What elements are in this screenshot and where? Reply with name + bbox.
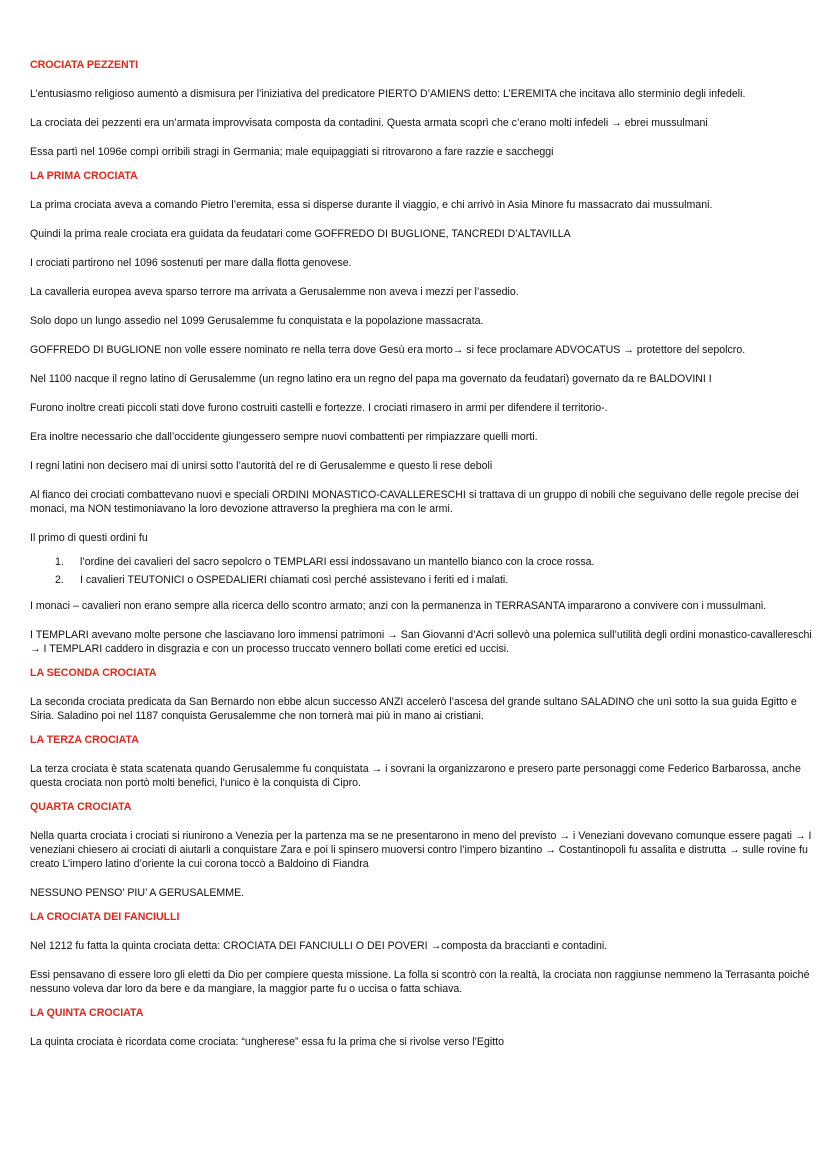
section-heading-crociata-pezzenti: CROCIATA PEZZENTI bbox=[30, 59, 139, 71]
paragraph: I regni latini non decisero mai di unirsi sotto l’autorità del re di Gerusalemme e questo li rese deboli bbox=[30, 460, 493, 472]
ordered-list bbox=[30, 555, 812, 587]
paragraph: La seconda crociata predicata da San Bernardo non ebbe alcun successo ANZI accelerò l’ascesa del grande sultano SALADINO che unì sotto la sua guida Egitto e Siria. Saladino poi nel 1187 conquista Gerusalemme che non tornerà mai più in mano ai cristiani. bbox=[30, 696, 797, 722]
section-heading-quinta-crociata: LA QUINTA CROCIATA bbox=[30, 1007, 144, 1019]
paragraph: I crociati partirono nel 1096 sostenuti per mare dalla flotta genovese. bbox=[30, 257, 352, 269]
paragraph: La terza crociata è stata scatenata quando Gerusalemme fu conquistata → i sovrani la organizzarono e presero parte personaggi come Federico Barbarossa, anche questa crociata non portò molti benefici, l’unico è la conquista di Cipro. bbox=[30, 763, 801, 789]
paragraph: Quindi la prima reale crociata era guidata da feudatari come GOFFREDO DI BUGLIONE, TANCREDI D’ALTAVILLA bbox=[30, 228, 571, 240]
section-heading-seconda-crociata: LA SECONDA CROCIATA bbox=[30, 667, 157, 679]
list-item bbox=[30, 555, 812, 569]
paragraph: La quinta crociata è ricordata come crociata: “ungherese” essa fu la prima che si rivolse verso l’Egitto bbox=[30, 1036, 504, 1048]
paragraph: Il primo di questi ordini fu bbox=[30, 532, 148, 544]
document-page bbox=[30, 58, 812, 1064]
paragraph: L’entusiasmo religioso aumentò a dismisura per l’iniziativa del predicatore PIERTO D’AMIENS detto: L’EREMITA che incitava allo sterminio degli infedeli. bbox=[30, 88, 746, 100]
paragraph: NESSUNO PENSO’ PIU’ A GERUSALEMME. bbox=[30, 887, 245, 899]
paragraph: Furono inoltre creati piccoli stati dove furono costruiti castelli e fortezze. I crociati rimasero in armi per difendere il territorio-. bbox=[30, 402, 608, 414]
list-number: 1. bbox=[55, 556, 64, 568]
section-heading-crociata-dei-fanciulli: LA CROCIATA DEI FANCIULLI bbox=[30, 911, 180, 923]
paragraph: Nella quarta crociata i crociati si riunirono a Venezia per la partenza ma se ne presentarono in meno del previsto → i Veneziani dovevano comunque essere pagati → I veneziani chiesero ai crociati di aiutarli a conquistare Zara e poi li spinsero muoversi contro l’impero bizantino → Costantinopoli fu assalita e distrutta → sulle rovine fu creato L’impero latino d’oriente la cui corona toccò a Baldoino di Fiandra bbox=[30, 830, 812, 870]
section-heading-quarta-crociata: QUARTA CROCIATA bbox=[30, 801, 132, 813]
list-item bbox=[30, 573, 812, 587]
paragraph: Essa partì nel 1096e compì orribili stragi in Germania; male equipaggiati si ritrovarono a fare razzie e saccheggi bbox=[30, 146, 554, 158]
paragraph: Solo dopo un lungo assedio nel 1099 Gerusalemme fu conquistata e la popolazione massacrata. bbox=[30, 315, 484, 327]
paragraph: Al fianco dei crociati combattevano nuovi e speciali ORDINI MONASTICO-CAVALLERESCHI si trattava di un gruppo di nobili che seguivano delle regole precise dei monaci, ma NON testimoniavano la loro devozione attraverso la preghiera ma con le armi. bbox=[30, 489, 799, 515]
paragraph: La cavalleria europea aveva sparso terrore ma arrivata a Gerusalemme non aveva i mezzi per l’assedio. bbox=[30, 286, 519, 298]
list-number: 2. bbox=[55, 574, 64, 586]
paragraph: Nel 1100 nacque il regno latino di Gerusalemme (un regno latino era un regno del papa ma governato da feudatari) governato da re BALDOVINI I bbox=[30, 373, 712, 385]
section-heading-prima-crociata: LA PRIMA CROCIATA bbox=[30, 170, 138, 182]
section-heading-terza-crociata: LA TERZA CROCIATA bbox=[30, 734, 139, 746]
paragraph: Nel 1212 fu fatta la quinta crociata detta: CROCIATA DEI FANCIULLI O DEI POVERI →composta da braccianti e contadini. bbox=[30, 940, 608, 952]
list-item-text: l’ordine dei cavalieri del sacro sepolcro o TEMPLARI essi indossavano un mantello bianco con la croce rossa. bbox=[80, 556, 595, 568]
paragraph: Essi pensavano di essere loro gli eletti da Dio per compiere questa missione. La folla si scontrò con la realtà, la crociata non raggiunse nemmeno la Terrasanta poiché nessuno voleva dar loro da bere e da mangiare, la maggior parte fu o uccisa o fatta schiava. bbox=[30, 969, 810, 995]
list-item-text: I cavalieri TEUTONICI o OSPEDALIERI chiamati così perché assistevano i feriti ed i malati. bbox=[80, 574, 509, 586]
paragraph: La prima crociata aveva a comando Pietro l’eremita, essa si disperse durante il viaggio, e chi arrivò in Asia Minore fu massacrato dai mussulmani. bbox=[30, 199, 713, 211]
paragraph: I monaci – cavalieri non erano sempre alla ricerca dello scontro armato; anzi con la permanenza in TERRASANTA impararono a convivere con i mussulmani. bbox=[30, 600, 767, 612]
paragraph: I TEMPLARI avevano molte persone che lasciavano loro immensi patrimoni → San Giovanni d’Acri sollevò una polemica sull’utilità degli ordini monastico-cavallereschi → I TEMPLARI caddero in disgrazia e con un processo truccato vennero bollati come eretici ed uccisi. bbox=[30, 629, 812, 655]
paragraph: GOFFREDO DI BUGLIONE non volle essere nominato re nella terra dove Gesù era morto→ si fece proclamare ADVOCATUS → protettore del sepolcro. bbox=[30, 344, 746, 356]
paragraph: Era inoltre necessario che dall’occidente giungessero sempre nuovi combattenti per rimpiazzare quelli morti. bbox=[30, 431, 538, 443]
paragraph: La crociata dei pezzenti era un’armata improvvisata composta da contadini. Questa armata scoprì che c’erano molti infedeli → ebrei mussulmani bbox=[30, 117, 708, 129]
